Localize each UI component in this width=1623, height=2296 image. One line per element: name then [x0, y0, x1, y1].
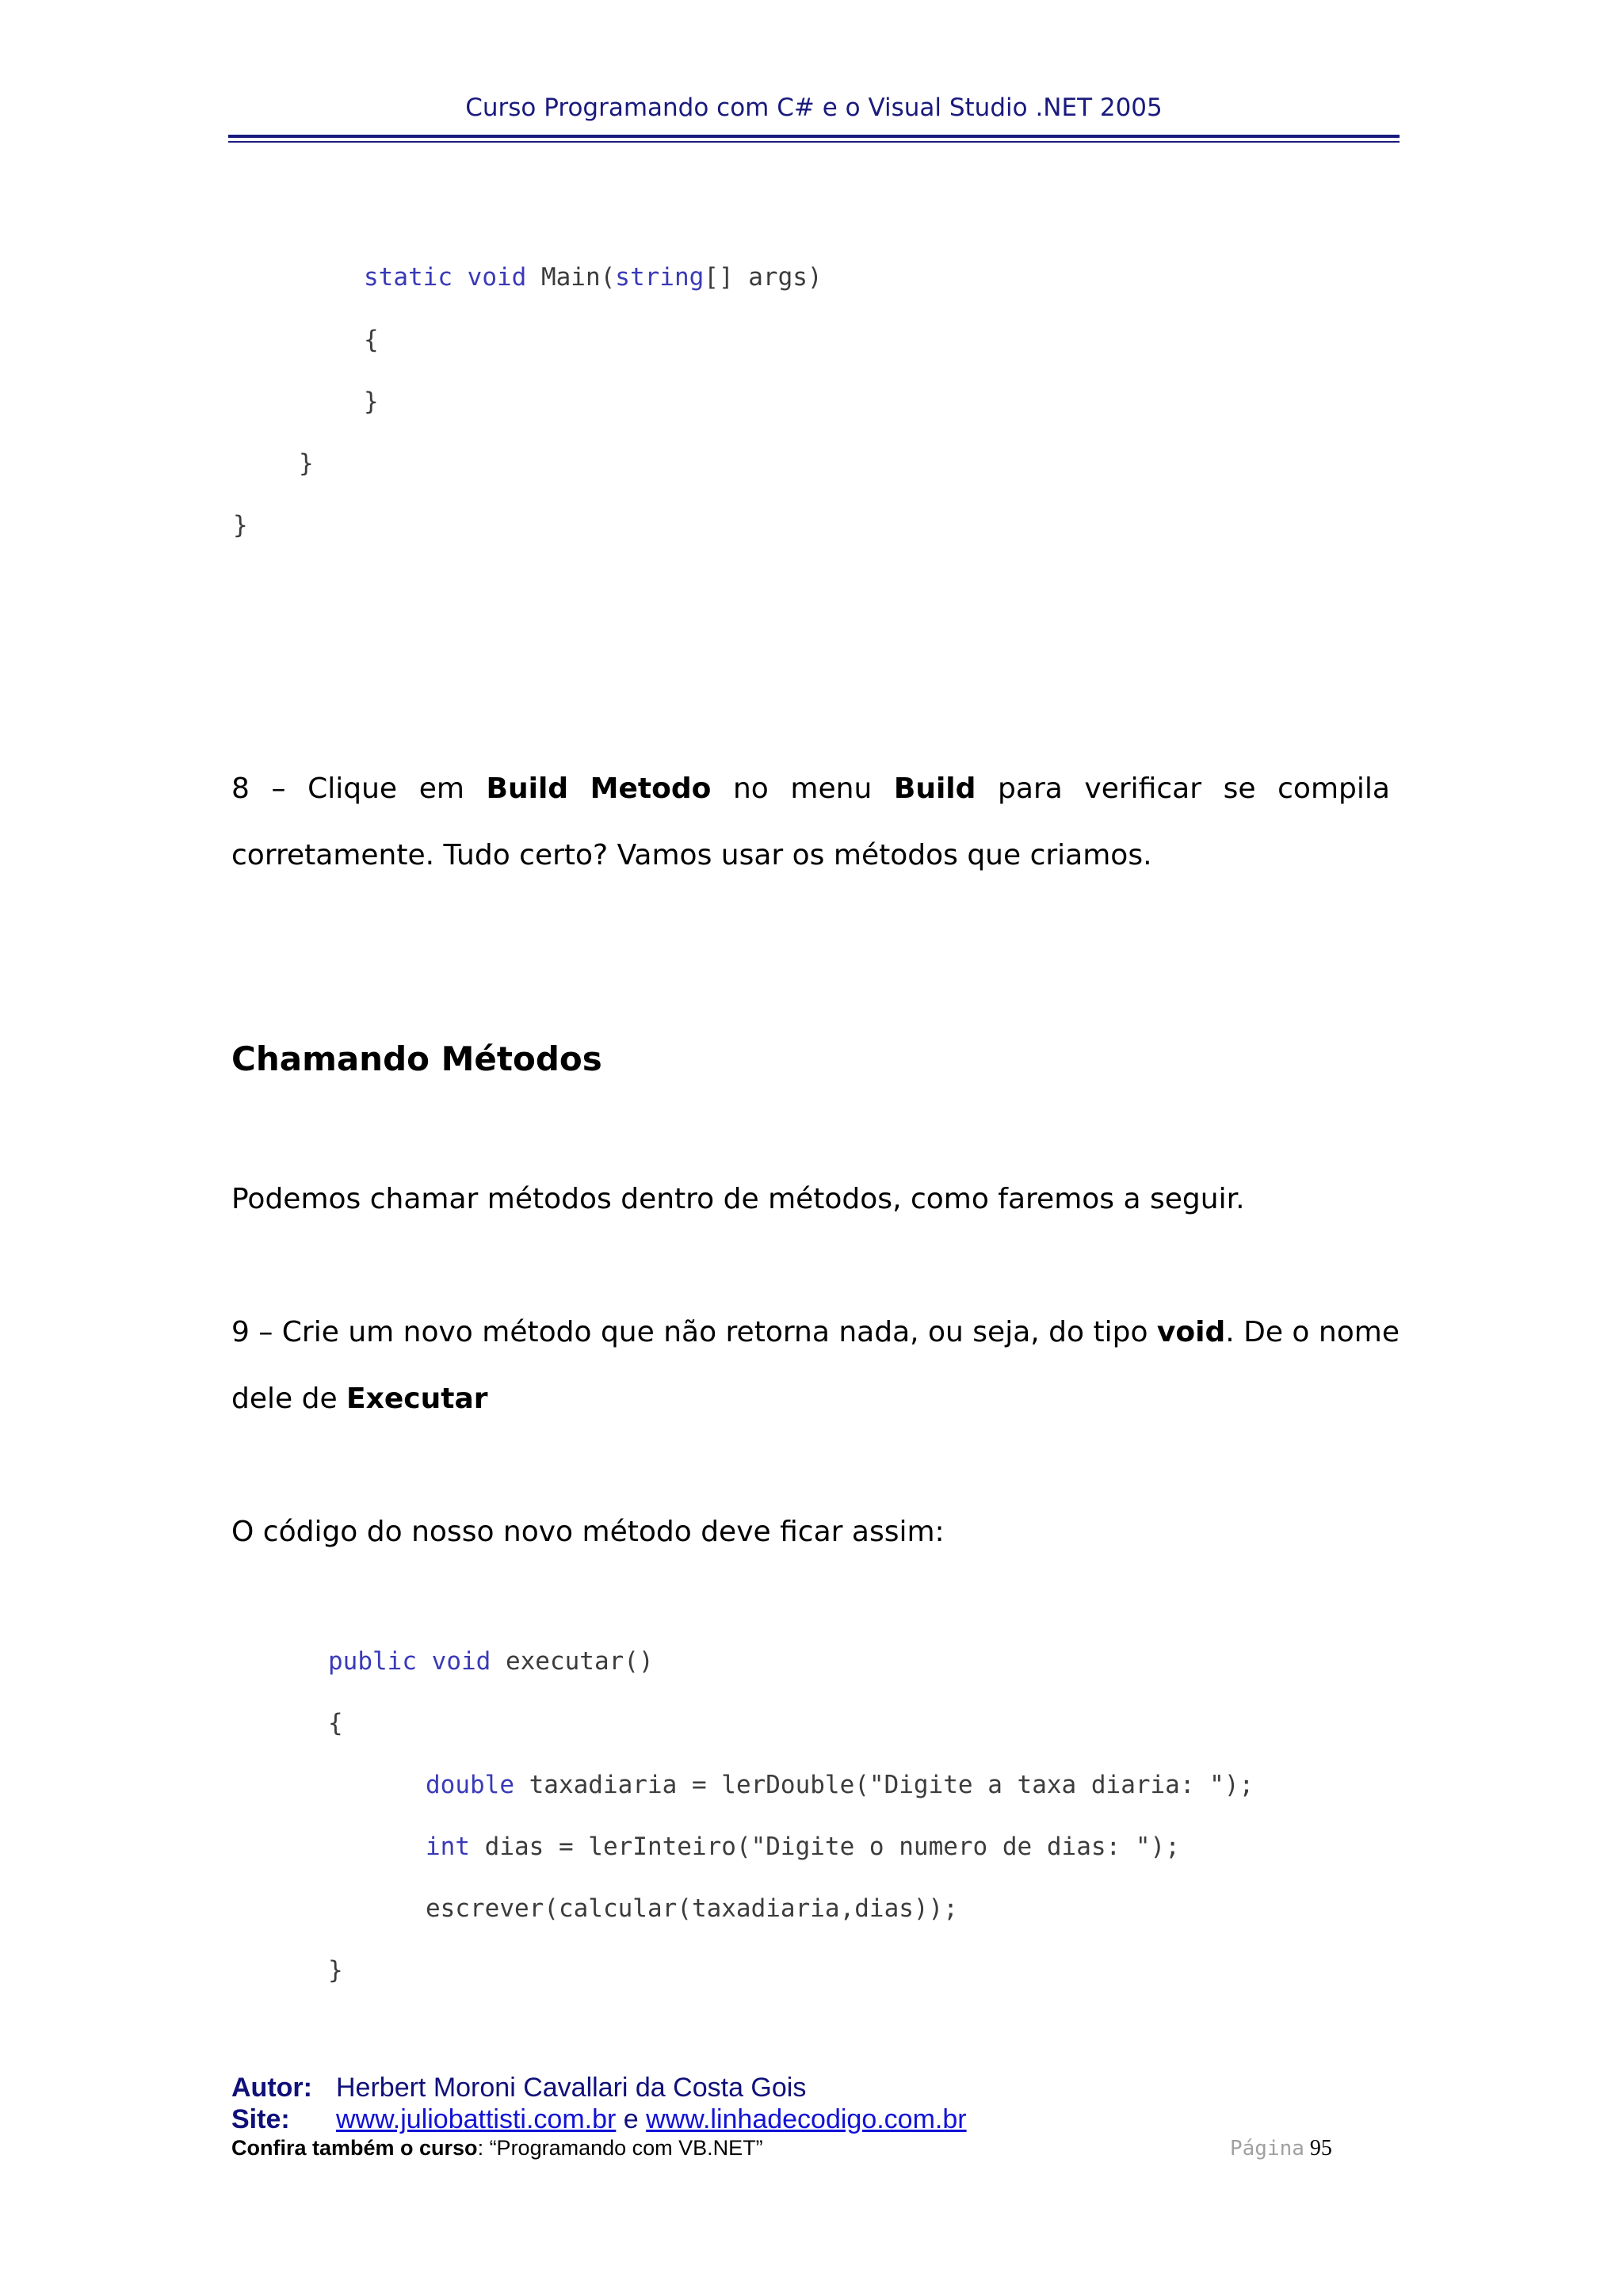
text-bold: Executar: [346, 1383, 488, 1415]
site-separator: e: [616, 2104, 647, 2134]
word-bold: Metodo: [590, 772, 712, 805]
code-keyword: int: [426, 1833, 470, 1861]
code-line-close-brace: }: [328, 1956, 343, 1985]
code-keyword: void: [467, 263, 527, 292]
step9-line1: [231, 1316, 1400, 1348]
word: 8: [231, 772, 250, 805]
footer-confira: [231, 2136, 763, 2161]
code-keyword: void: [431, 1647, 491, 1676]
step8-line2: corretamente. Tudo certo? Vamos usar os métodos que criamos.: [231, 839, 1152, 871]
word: menu: [790, 772, 873, 805]
code-line-int-decl: [426, 1835, 1180, 1859]
word: se: [1223, 772, 1256, 805]
word-bold: Build: [486, 772, 569, 805]
code-keyword: static: [364, 263, 453, 292]
site-link-juliobattisti[interactable]: www.juliobattisti.com.br: [336, 2104, 617, 2134]
confira-text: : “Programando com VB.NET”: [477, 2136, 763, 2160]
header-rule-thick: [228, 135, 1400, 138]
footer-autor-label: Autor:: [231, 2073, 312, 2103]
word: verificar: [1084, 772, 1202, 805]
code-line-escrever-call: escrever(calcular(taxadiaria,dias));: [426, 1894, 958, 1923]
confira-bold: Confira também o curso: [231, 2136, 478, 2160]
header-rule-thin: [228, 141, 1400, 143]
code-line-open-brace: {: [364, 326, 379, 354]
step9-line2: [231, 1385, 488, 1413]
text: 9 – Crie um novo método que não retorna nada, ou seja, do tipo: [231, 1316, 1157, 1348]
word: compila: [1277, 772, 1390, 805]
site-link-linhadecodigo[interactable]: www.linhadecodigo.com.br: [646, 2104, 967, 2134]
word: –: [271, 772, 286, 805]
code-line-open-brace: {: [328, 1709, 343, 1737]
word-bold: Build: [893, 772, 976, 805]
code-keyword: public: [328, 1647, 417, 1676]
footer-site-links: [336, 2104, 967, 2135]
code-line-close-brace: }: [299, 449, 314, 478]
code-line-double-decl: [426, 1773, 1254, 1798]
code-space: [453, 263, 468, 292]
text-bold: void: [1156, 1316, 1226, 1348]
code-text: [] args): [704, 263, 823, 292]
footer-page-number: [1230, 2136, 1332, 2161]
page-number: 95: [1309, 2136, 1332, 2161]
code-keyword: double: [426, 1771, 514, 1799]
word: em: [418, 772, 464, 805]
code-intro-paragraph: O código do nosso novo método deve ficar assim:: [231, 1516, 945, 1548]
page-header-title: Curso Programando com C# e o Visual Studio .NET 2005: [465, 93, 1163, 122]
code-line-method-signature: [328, 1647, 654, 1676]
code-line-close-brace: }: [364, 387, 379, 416]
intro-paragraph: Podemos chamar métodos dentro de métodos, como faremos a seguir.: [231, 1183, 1245, 1215]
code-text: taxadiaria = lerDouble("Digite a taxa diaria: ");: [514, 1771, 1254, 1799]
section-heading: Chamando Métodos: [231, 1039, 602, 1078]
word: para: [998, 772, 1063, 805]
text: dele de: [231, 1383, 347, 1415]
word: no: [732, 772, 769, 805]
footer-site-label: Site:: [231, 2104, 290, 2134]
word: Clique: [307, 772, 398, 805]
step8-line1: [231, 772, 1390, 805]
text: . De o nome: [1225, 1316, 1400, 1348]
code-line-main-signature: [364, 265, 823, 290]
footer-autor-name: Herbert Moroni Cavallari da Costa Gois: [336, 2073, 807, 2103]
code-line-close-brace: }: [233, 511, 248, 540]
code-text: dias = lerInteiro("Digite o numero de dias: ");: [470, 1833, 1180, 1861]
page-word: Página: [1230, 2137, 1304, 2161]
code-text: Main(: [526, 263, 616, 292]
code-keyword: string: [615, 263, 705, 292]
code-text: executar(): [491, 1647, 654, 1676]
